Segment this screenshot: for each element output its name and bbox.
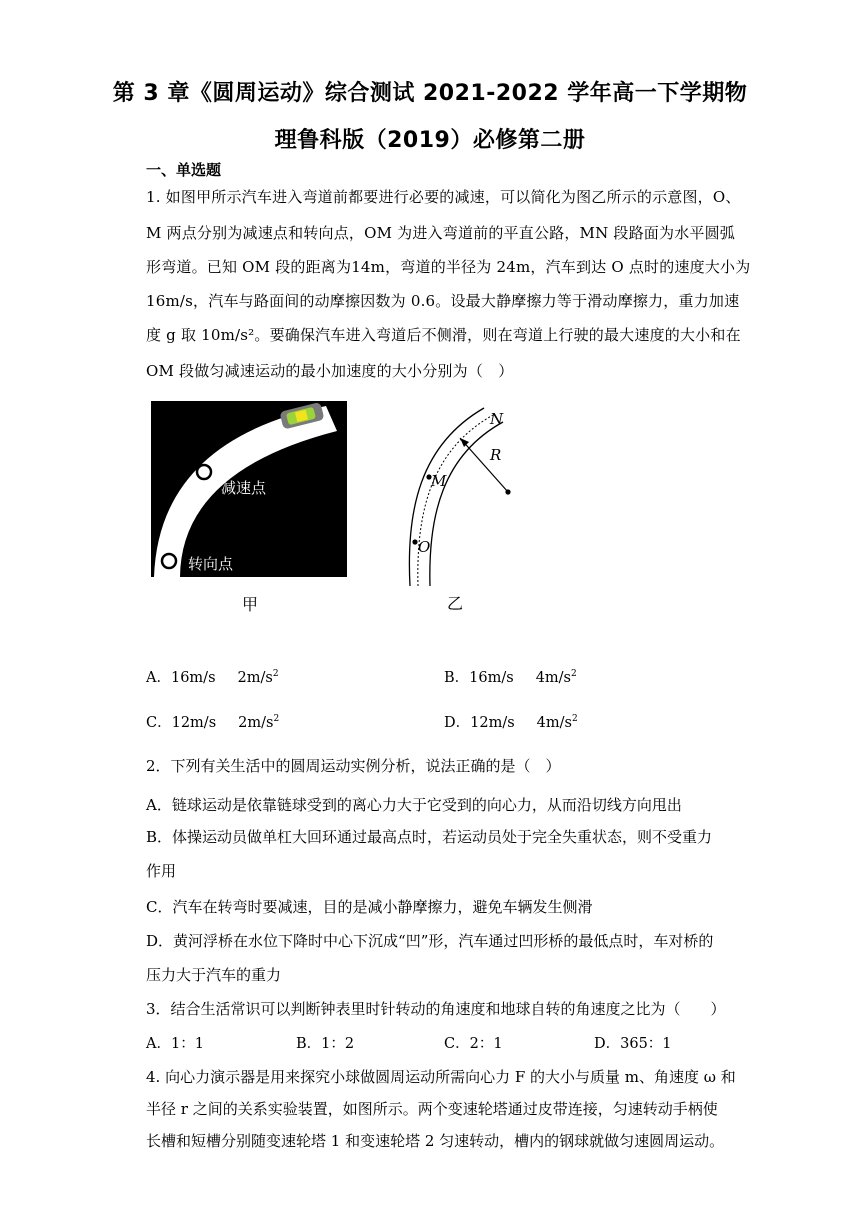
q3-option-a[interactable]: A．1：1 (146, 1036, 204, 1052)
option-letter: B． (444, 670, 470, 686)
figure-jia-caption: 甲 (242, 595, 259, 614)
option-speed: 12m/s (470, 715, 515, 731)
q2-option-a[interactable]: A．链球运动是依靠链球受到的离心力大于它受到的向心力，从而沿切线方向甩出 (146, 796, 682, 814)
q4-line-2: 半径 r 之间的关系实验装置，如图所示。两个变速轮塔通过皮带连接，匀速转动手柄使 (146, 1100, 718, 1118)
option-speed: 16m/s (469, 670, 514, 686)
option-letter: A． (146, 670, 171, 686)
q1-line-4: 16m/s，汽车与路面间的动摩擦因数为 0.6。设最大静摩擦力等于滑动摩擦力，重力加速 (146, 292, 740, 310)
q1-line-1: 1. 如图甲所示汽车进入弯道前都要进行必要的减速，可以简化为图乙所示的示意图，O、 (146, 188, 741, 206)
q1-option-a[interactable] (146, 666, 279, 687)
label-n: N (490, 410, 504, 428)
q3-option-d[interactable]: D．365：1 (594, 1036, 672, 1052)
q2-option-b-cont[interactable]: 作用 (146, 862, 177, 880)
q4-line-3: 长槽和短槽分别随变速轮塔 1 和变速轮塔 2 匀速转动，槽内的钢球就做匀速圆周运动。 (146, 1132, 725, 1150)
q3-option-b[interactable]: B．1：2 (296, 1036, 355, 1052)
option-accel: 2m/s (238, 715, 274, 731)
deceleration-point-marker (197, 465, 211, 479)
option-speed: 16m/s (170, 670, 216, 686)
figure-yi-diagram (398, 400, 528, 590)
turning-point-marker (162, 554, 176, 568)
q1-line-3: 形弯道。已知 OM 段的距离为14m，弯道的半径为 24m，汽车到达 O 点时的速度大小为 (146, 258, 751, 276)
label-m: M (431, 472, 447, 490)
q4-line-1: 4. 向心力演示器是用来探究小球做圆周运动所需向心力 F 的大小与质量 m、角速度 ω 和 (146, 1068, 736, 1086)
q1-line-6: OM 段做匀减速运动的最小加速度的大小分别为（ ） (146, 362, 514, 380)
q3-option-c[interactable]: C．2：1 (444, 1036, 503, 1052)
turn-label: 转向点 (188, 555, 234, 573)
section-heading: 一、单选题 (146, 161, 222, 179)
q2-option-d[interactable]: D．黄河浮桥在水位下降时中心下沉成“凹”形，汽车通过凹形桥的最低点时，车对桥的 (146, 932, 714, 950)
decel-label: 减速点 (221, 479, 267, 497)
figure-yi-caption: 乙 (447, 594, 464, 613)
option-accel-exponent: 2 (571, 669, 577, 679)
label-o: O (418, 538, 431, 556)
option-accel: 2m/s (237, 670, 273, 686)
q1-option-c[interactable] (146, 711, 279, 732)
q2-option-b[interactable]: B．体操运动员做单杠大回环通过最高点时，若运动员处于完全失重状态，则不受重力 (146, 828, 713, 846)
q2-stem: 2．下列有关生活中的圆周运动实例分析，说法正确的是（ ） (146, 757, 561, 775)
q1-option-b[interactable] (444, 666, 577, 687)
option-accel-exponent: 2 (272, 669, 279, 679)
document-title-line-2: 理鲁科版（2019）必修第二册 (274, 128, 586, 153)
q3-stem: 3．结合生活常识可以判断钟表里时针转动的角速度和地球自转的角速度之比为（ ） (146, 1000, 726, 1018)
option-letter: C． (146, 715, 172, 731)
q1-line-2: M 两点分别为减速点和转向点，OM 为进入弯道前的平直公路，MN 段路面为水平圆弧 (146, 224, 736, 242)
option-accel-exponent: 2 (273, 714, 280, 724)
q1-line-5: 度 g 取 10m/s²。要确保汽车进入弯道后不侧滑，则在弯道上行驶的最大速度的大小和在 (146, 326, 741, 344)
option-accel: 4m/s (535, 670, 571, 686)
option-speed: 12m/s (171, 715, 217, 731)
q2-option-d-cont[interactable]: 压力大于汽车的重力 (146, 966, 282, 984)
document-title-line-1: 第 3 章《圆周运动》综合测试 2021-2022 学年高一下学期物 (112, 81, 748, 106)
q2-option-c[interactable]: C．汽车在转弯时要减速，目的是减小静摩擦力，避免车辆发生侧滑 (146, 898, 593, 916)
option-accel: 4m/s (536, 715, 572, 731)
q1-option-d[interactable] (444, 711, 578, 732)
option-accel-exponent: 2 (571, 714, 578, 724)
option-letter: D． (444, 715, 471, 731)
label-r: R (490, 446, 502, 464)
figure-jia-road (151, 401, 347, 577)
